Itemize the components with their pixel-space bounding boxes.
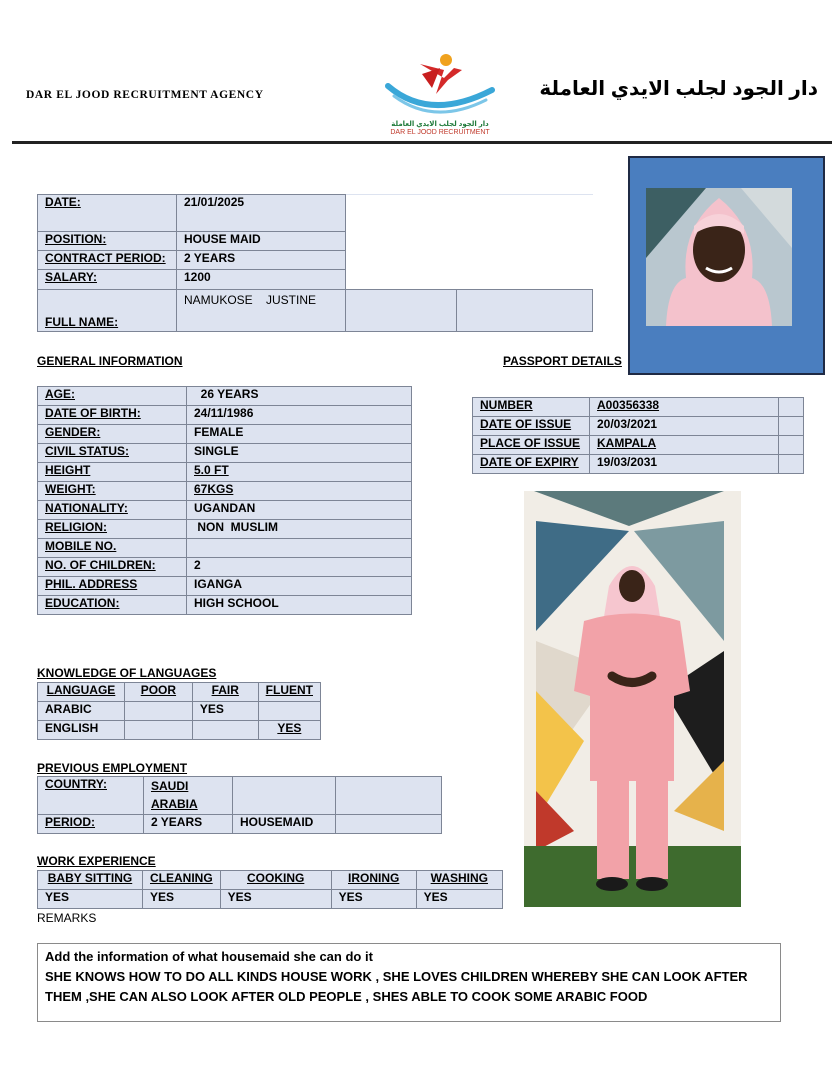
period-label: PERIOD:	[38, 815, 144, 834]
languages-title: KNOWLEDGE OF LANGUAGES	[37, 666, 217, 680]
cooking-header: COOKING	[220, 871, 331, 890]
children-label: NO. OF CHILDREN:	[38, 558, 187, 577]
period-value: 2 YEARS	[144, 815, 233, 834]
position-value: HOUSE MAID	[177, 232, 346, 251]
full-name-label: FULL NAME:	[38, 290, 177, 332]
date-value: 21/01/2025	[177, 195, 346, 232]
washing-value: YES	[416, 890, 502, 909]
cleaning-header: CLEANING	[143, 871, 221, 890]
dob-label: DATE OF BIRTH:	[38, 406, 187, 425]
expiry-date-label: DATE OF EXPIRY	[473, 455, 590, 474]
country-value: SAUDI ARABIA	[144, 777, 233, 815]
address-value: IGANGA	[187, 577, 412, 596]
language-name: ENGLISH	[38, 721, 125, 740]
civil-status-label: CIVIL STATUS:	[38, 444, 187, 463]
logo-english-text: DAR EL JOOD RECRUITMENT	[390, 129, 490, 136]
contract-period-value: 2 YEARS	[177, 251, 346, 270]
passport-details-table	[472, 397, 804, 474]
gender-value: FEMALE	[187, 425, 412, 444]
employment-role: HOUSEMAID	[233, 815, 336, 834]
ironing-header: IRONING	[331, 871, 416, 890]
language-header: LANGUAGE	[38, 683, 125, 702]
nationality-value: UGANDAN	[187, 501, 412, 520]
baby-sitting-header: BABY SITTING	[38, 871, 143, 890]
age-label: AGE:	[38, 387, 187, 406]
passport-photo	[646, 188, 792, 326]
expiry-date-value: 19/03/2031	[590, 455, 779, 474]
languages-table	[37, 682, 321, 740]
height-value: 5.0 FT	[187, 463, 412, 482]
salary-value: 1200	[177, 270, 346, 290]
work-experience-title: WORK EXPERIENCE	[37, 854, 156, 868]
language-poor	[124, 702, 192, 721]
passport-photo-frame	[628, 156, 825, 375]
poor-header: POOR	[124, 683, 192, 702]
issue-place-value: KAMPALA	[590, 436, 779, 455]
top-info-table	[37, 194, 593, 332]
washing-header: WASHING	[416, 871, 502, 890]
date-label: DATE:	[38, 195, 177, 232]
issue-date-value: 20/03/2021	[590, 417, 779, 436]
fluent-header: FLUENT	[258, 683, 320, 702]
remarks-line-1: Add the information of what housemaid she can do it	[45, 949, 373, 964]
baby-sitting-value: YES	[38, 890, 143, 909]
language-fluent: YES	[258, 721, 320, 740]
work-experience-table	[37, 870, 503, 909]
religion-value: NON MUSLIM	[187, 520, 412, 539]
previous-employment-table	[37, 776, 442, 834]
remarks-line-2: SHE KNOWS HOW TO DO ALL KINDS HOUSE WORK , SHE LOVES CHILDREN WHEREBY SHE CAN LOOK AFTER THEM ,SHE CAN ALSO LOOK AFTER OLD PEOPLE , SHES ABLE TO COOK SOME ARABIC FOOD	[45, 969, 748, 1004]
country-label: COUNTRY:	[38, 777, 144, 815]
language-fair	[192, 721, 258, 740]
salary-label: SALARY:	[38, 270, 177, 290]
agency-name-english: DAR EL JOOD RECRUITMENT AGENCY	[26, 89, 264, 101]
fair-header: FAIR	[192, 683, 258, 702]
passport-details-title: PASSPORT DETAILS	[503, 354, 622, 368]
gender-label: GENDER:	[38, 425, 187, 444]
nationality-label: NATIONALITY:	[38, 501, 187, 520]
religion-label: RELIGION:	[38, 520, 187, 539]
passport-number-value: A00356338	[590, 398, 779, 417]
education-label: EDUCATION:	[38, 596, 187, 615]
general-information-table	[37, 386, 412, 615]
children-value: 2	[187, 558, 412, 577]
general-information-title: GENERAL INFORMATION	[37, 354, 183, 368]
address-label: PHIL. ADDRESS	[38, 577, 187, 596]
previous-employment-title: PREVIOUS EMPLOYMENT	[37, 761, 188, 775]
logo-arabic-text: دار الجود لجلب الايدي العاملة	[391, 121, 489, 128]
passport-number-label: NUMBER	[473, 398, 590, 417]
age-value: 26 YEARS	[187, 387, 412, 406]
weight-value: 67KGS	[187, 482, 412, 501]
issue-place-label: PLACE OF ISSUE	[473, 436, 590, 455]
full-body-photo	[524, 491, 741, 907]
mobile-value	[187, 539, 412, 558]
mobile-label: MOBILE NO.	[38, 539, 187, 558]
position-label: POSITION:	[38, 232, 177, 251]
ironing-value: YES	[331, 890, 416, 909]
civil-status-value: SINGLE	[187, 444, 412, 463]
remarks-label: REMARKS	[37, 911, 97, 925]
language-fair: YES	[192, 702, 258, 721]
contract-period-label: CONTRACT PERIOD:	[38, 251, 177, 270]
logo-figure-icon	[370, 50, 510, 120]
full-name-cell-empty	[457, 290, 593, 332]
cooking-value: YES	[220, 890, 331, 909]
language-name: ARABIC	[38, 702, 125, 721]
height-label: HEIGHT	[38, 463, 187, 482]
full-name-value: NAMUKOSE JUSTINE	[177, 290, 346, 332]
full-name-cell-empty	[346, 290, 457, 332]
issue-date-label: DATE OF ISSUE	[473, 417, 590, 436]
header-divider	[12, 141, 832, 144]
remarks-box	[37, 943, 781, 1022]
cleaning-value: YES	[143, 890, 221, 909]
agency-logo	[370, 50, 510, 140]
language-poor	[124, 721, 192, 740]
language-fluent	[258, 702, 320, 721]
dob-value: 24/11/1986	[187, 406, 412, 425]
agency-name-arabic: دار الجود لجلب الايدي العاملة	[539, 78, 818, 100]
weight-label: WEIGHT:	[38, 482, 187, 501]
education-value: HIGH SCHOOL	[187, 596, 412, 615]
